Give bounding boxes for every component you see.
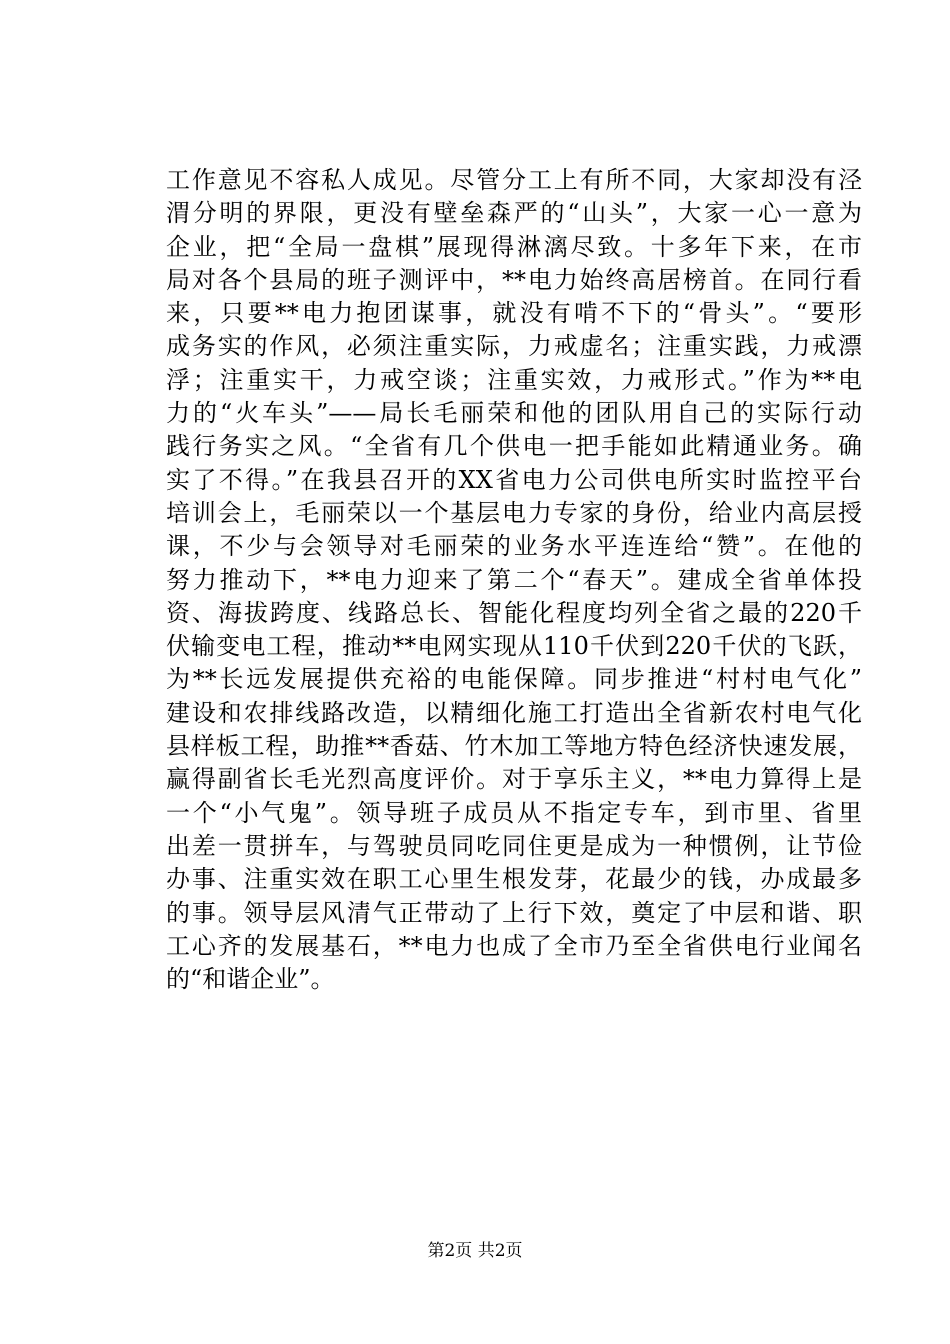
text-line: 为**长远发展提供充裕的电能保障。同步推进“村村电气化” xyxy=(166,665,862,694)
page-footer: 第2页 共2页 xyxy=(427,1241,523,1261)
text-line: 力的“火车头”——局长毛丽荣和他的团队用自己的实际行动 xyxy=(166,399,862,428)
text-line: 课，不少与会领导对毛丽荣的业务水平连连给“赞”。在他的 xyxy=(166,532,862,561)
text-line: 办事、注重实效在职工心里生根发芽，花最少的钱，办成最多 xyxy=(166,865,862,894)
text-line: 成务实的作风，必须注重实际，力戒虚名；注重实践，力戒漂 xyxy=(166,332,862,361)
text-line: 的事。领导层风清气正带动了上行下效，奠定了中层和谐、职 xyxy=(166,898,862,927)
body-paragraph xyxy=(166,164,862,996)
text-line: 一个“小气鬼”。领导班子成员从不指定专车，到市里、省里 xyxy=(166,798,862,827)
text-line: 来，只要**电力抱团谋事，就没有啃不下的“骨头”。“要形 xyxy=(166,299,862,328)
text-line: 建设和农排线路改造，以精细化施工打造出全省新农村电气化 xyxy=(166,698,862,727)
text-line: 践行务实之风。“全省有几个供电一把手能如此精通业务。确 xyxy=(166,432,862,461)
text-line: 出差一贯拼车，与驾驶员同吃同住更是成为一种惯例，让节俭 xyxy=(166,831,862,860)
text-line: 实了不得。”在我县召开的XX省电力公司供电所实时监控平台 xyxy=(166,465,862,494)
text-line: 县样板工程，助推**香菇、竹木加工等地方特色经济快速发展， xyxy=(166,732,862,761)
text-line: 工心齐的发展基石，**电力也成了全市乃至全省供电行业闻名 xyxy=(166,931,862,960)
text-line: 的“和谐企业”。 xyxy=(166,965,335,994)
text-line: 伏输变电工程，推动**电网实现从110千伏到220千伏的飞跃， xyxy=(166,632,862,661)
text-line: 努力推动下，**电力迎来了第二个“春天”。建成全省单体投 xyxy=(166,565,862,594)
text-line: 工作意见不容私人成见。尽管分工上有所不同，大家却没有泾 xyxy=(166,166,862,194)
text-line: 培训会上，毛丽荣以一个基层电力专家的身份，给业内高层授 xyxy=(166,498,862,527)
text-line: 赢得副省长毛光烈高度评价。对于享乐主义，**电力算得上是 xyxy=(166,765,862,794)
text-line: 资、海拔跨度、线路总长、智能化程度均列全省之最的220千 xyxy=(166,598,862,627)
text-line: 渭分明的界限，更没有壁垒森严的“山头”，大家一心一意为 xyxy=(166,199,862,228)
text-line: 浮；注重实干，力戒空谈；注重实效，力戒形式。”作为**电 xyxy=(166,365,862,394)
text-line: 企业，把“全局一盘棋”展现得淋漓尽致。十多年下来，在市 xyxy=(166,232,862,261)
text-line: 局对各个县局的班子测评中，**电力始终高居榜首。在同行看 xyxy=(166,265,862,294)
